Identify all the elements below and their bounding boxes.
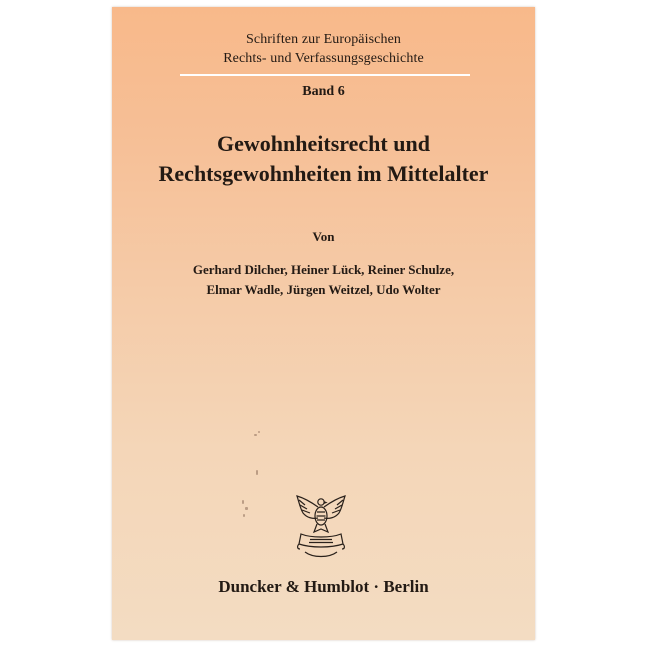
volume-number: Band 6: [302, 84, 345, 99]
by-label: Von: [312, 229, 335, 244]
cover-spot: [243, 514, 245, 517]
series-title-line-2: Rechts- und Verfassungsgeschichte: [223, 51, 424, 66]
authors-line-2: Elmar Wadle, Jürgen Weitzel, Udo Wolter: [206, 282, 441, 297]
cover-spot: [245, 507, 248, 510]
publisher-line: Duncker & Humblot · Berlin: [218, 577, 429, 596]
eagle-seal-icon: [293, 492, 349, 564]
authors-line-1: Gerhard Dilcher, Heiner Lück, Reiner Schulze,: [192, 262, 455, 277]
cover-spot: [254, 434, 257, 436]
cover-spot: [242, 500, 244, 504]
book-title-line-2: Rechtsgewohnheiten im Mittelalter: [158, 161, 489, 186]
cover-spot: [258, 431, 260, 433]
series-title-line-1: Schriften zur Europäischen: [246, 32, 401, 47]
book-cover: [112, 7, 535, 640]
cover-spot: [256, 470, 258, 475]
book-title-line-1: Gewohnheitsrecht und: [217, 131, 430, 156]
divider-rule: [180, 74, 470, 76]
